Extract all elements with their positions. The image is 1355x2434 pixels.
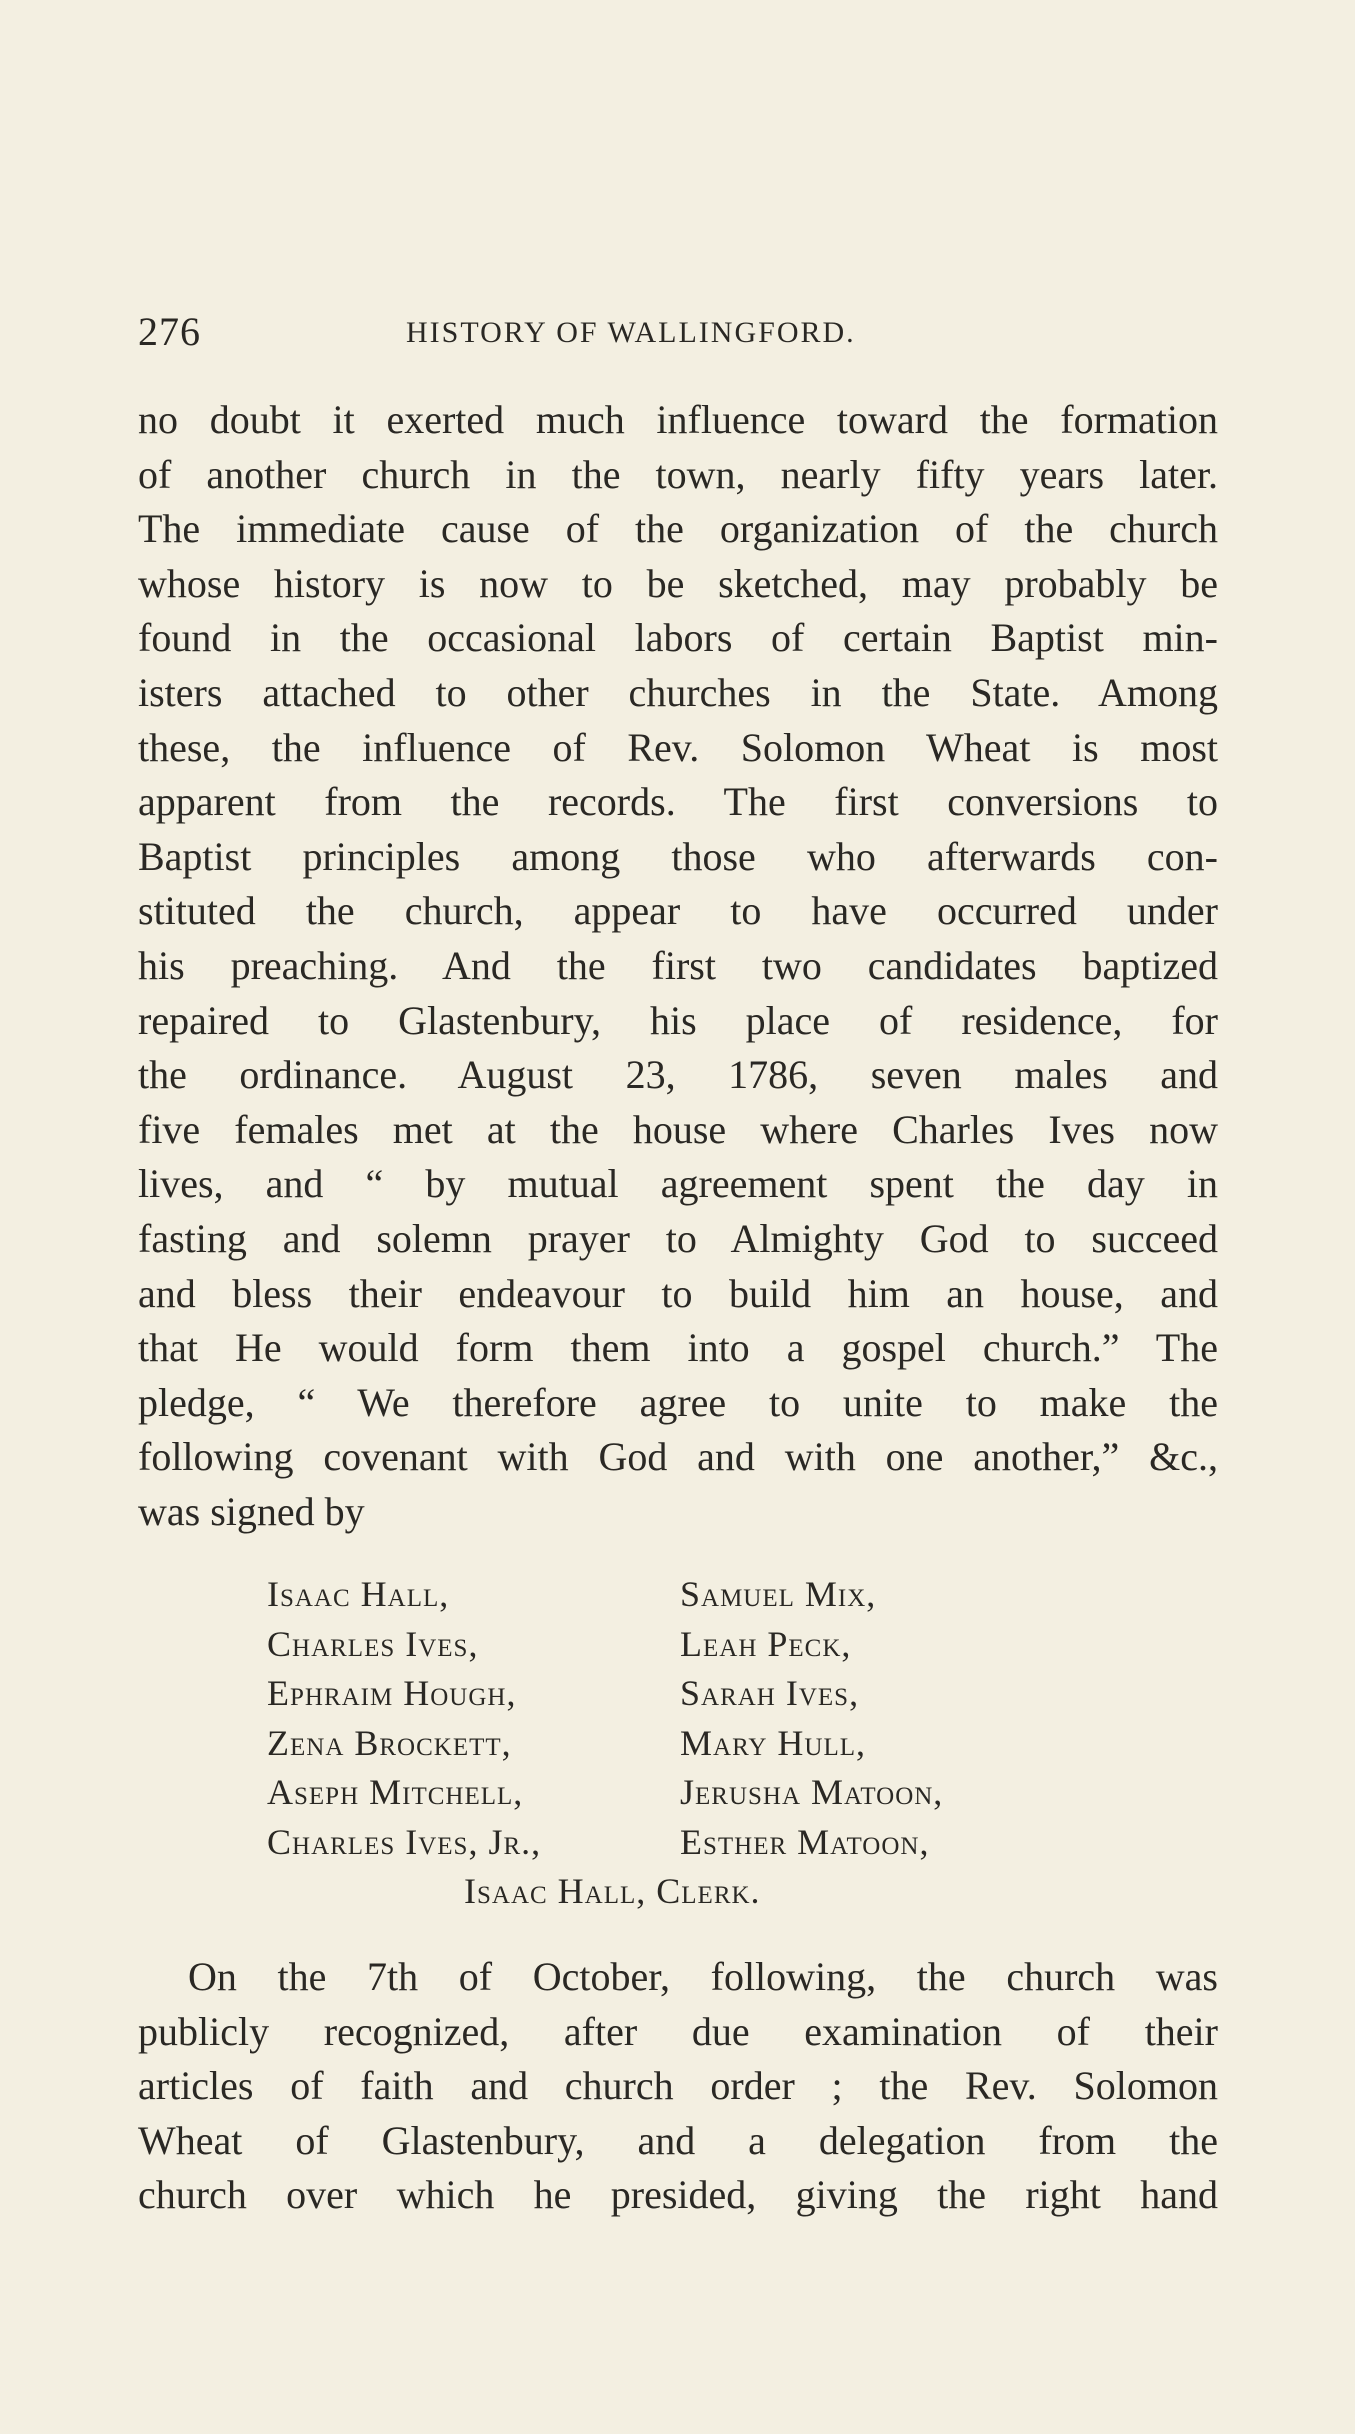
signatory-name: Jerusha Matoon, xyxy=(680,1772,944,1812)
signatory-name: Aseph Mitchell, xyxy=(267,1772,524,1812)
text-line: pledge, “ We therefore agree to unite to make the xyxy=(138,1379,1218,1425)
text-line: was signed by xyxy=(138,1488,365,1534)
signatory-row xyxy=(267,1768,1027,1818)
signatory-name: Isaac Hall, xyxy=(267,1574,450,1614)
signatory-name: Sarah Ives, xyxy=(680,1673,860,1713)
text-line: lives, and “ by mutual agreement spent the day in xyxy=(138,1161,1218,1207)
text-line: Baptist principles among those who afterwards con- xyxy=(138,833,1218,879)
signatory-row xyxy=(267,1818,1027,1868)
text-line: On the 7th of October, following, the church was xyxy=(188,1954,1218,1999)
running-title: HISTORY OF WALLINGFORD. xyxy=(406,316,856,349)
signatory-name: Esther Matoon, xyxy=(680,1821,930,1862)
signatory-row xyxy=(267,1719,1027,1769)
page-number: 276 xyxy=(138,309,201,354)
paragraph-2 xyxy=(138,1950,1218,2223)
text-line: articles of faith and church order ; the Rev. Solomon xyxy=(138,2063,1218,2109)
signatory-name: Mary Hull, xyxy=(680,1722,867,1763)
text-line: The immediate cause of the organization of the church xyxy=(138,506,1218,552)
signatory-list xyxy=(267,1570,1027,1917)
text-line: that He would form them into a gospel church.” The xyxy=(138,1325,1218,1371)
running-head xyxy=(138,308,1218,358)
text-line: publicly recognized, after due examination of their xyxy=(138,2008,1218,2054)
signatory-name: Leah Peck, xyxy=(680,1623,852,1664)
signatory-name: Samuel Mix, xyxy=(680,1574,877,1614)
text-line: these, the influence of Rev. Solomon Wheat is most xyxy=(138,724,1218,770)
text-line: found in the occasional labors of certain Baptist min- xyxy=(138,615,1218,661)
text-line: five females met at the house where Charles Ives now xyxy=(138,1106,1218,1152)
text-line: repaired to Glastenbury, his place of residence, for xyxy=(138,997,1218,1043)
signatory-row xyxy=(267,1620,1027,1670)
text-line: of another church in the town, nearly fifty years later. xyxy=(138,451,1218,497)
text-line: the ordinance. August 23, 1786, seven males and xyxy=(138,1052,1218,1098)
text-line: church over which he presided, giving the right hand xyxy=(138,2172,1218,2218)
text-line: isters attached to other churches in the State. Among xyxy=(138,669,1218,715)
text-line: stituted the church, appear to have occurred under xyxy=(138,888,1218,934)
text-line: whose history is now to be sketched, may probably be xyxy=(138,560,1218,606)
text-line: and bless their endeavour to build him an house, and xyxy=(138,1270,1218,1316)
signatory-name: Charles Ives, xyxy=(267,1623,479,1664)
clerk-signature: Isaac Hall, Clerk. xyxy=(464,1871,761,1911)
text-line: fasting and solemn prayer to Almighty God to succeed xyxy=(138,1215,1218,1261)
text-line: Wheat of Glastenbury, and a delegation from the xyxy=(138,2117,1218,2163)
text-line: his preaching. And the first two candidates baptized xyxy=(138,942,1218,988)
signatory-name: Ephraim Hough, xyxy=(267,1673,517,1713)
text-line: no doubt it exerted much influence toward the formation xyxy=(138,397,1218,442)
text-line: following covenant with God and with one another,” &c., xyxy=(138,1434,1218,1480)
signatory-name: Zena Brockett, xyxy=(267,1722,512,1763)
signatory-name: Charles Ives, Jr., xyxy=(267,1821,542,1862)
signatory-row xyxy=(267,1669,1027,1719)
text-line: apparent from the records. The first conversions to xyxy=(138,779,1218,825)
signatory-row xyxy=(267,1570,1027,1620)
paragraph-1 xyxy=(138,393,1218,1539)
